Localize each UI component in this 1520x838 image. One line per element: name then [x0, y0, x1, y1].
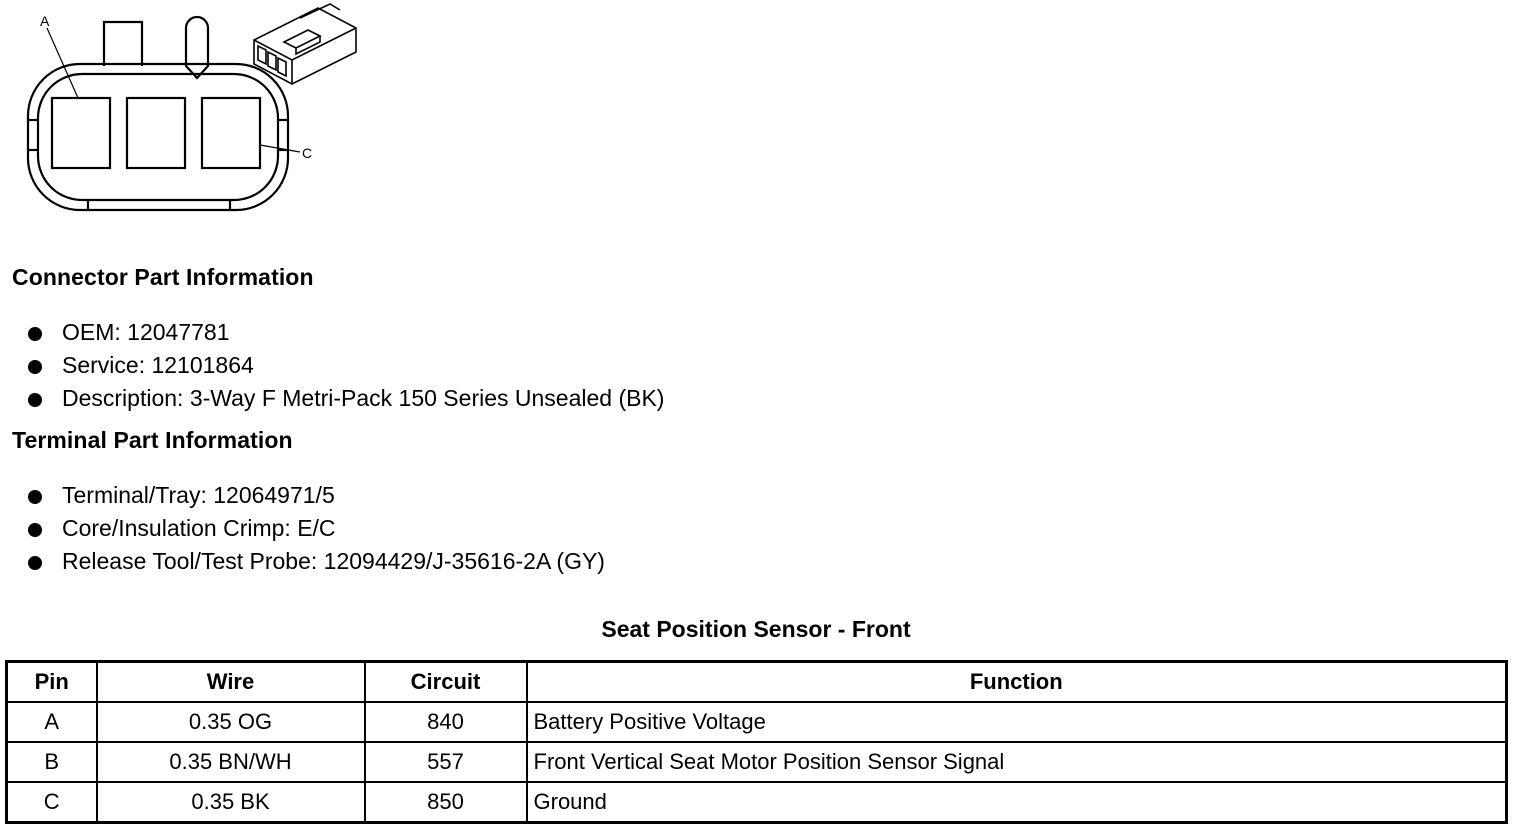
- bullet-icon: [28, 327, 42, 341]
- header-pin: Pin: [7, 662, 97, 703]
- table-title: Seat Position Sensor - Front: [601, 616, 911, 642]
- cell-circuit: 557: [365, 742, 527, 782]
- table-header-row: [7, 662, 1507, 703]
- bullet-icon: [28, 556, 42, 570]
- connector-locking-tab: [186, 17, 208, 78]
- bullet-icon: [28, 360, 42, 374]
- cell-circuit: 840: [365, 702, 527, 742]
- bullet-icon: [28, 523, 42, 537]
- table-row: [7, 742, 1507, 782]
- table-row: [7, 782, 1507, 823]
- list-item: [28, 382, 664, 415]
- cell-function: Battery Positive Voltage: [527, 702, 1507, 742]
- cavity-b: [127, 98, 185, 168]
- crimp-info: Core/Insulation Crimp: E/C: [62, 515, 336, 541]
- connector-isometric-icon: [254, 4, 356, 84]
- cell-pin: C: [7, 782, 97, 823]
- connector-housing-inner: [38, 74, 278, 200]
- connector-tab-left: [104, 22, 142, 66]
- connector-housing-outer: [28, 64, 288, 210]
- release-tool: Release Tool/Test Probe: 12094429/J-35616-2A (GY): [62, 548, 605, 574]
- terminal-info-list: [28, 479, 605, 578]
- list-item: [28, 545, 605, 578]
- connector-info-heading: Connector Part Information: [12, 264, 314, 290]
- cavity-a: [52, 98, 110, 168]
- bullet-icon: [28, 490, 42, 504]
- header-wire: Wire: [97, 662, 365, 703]
- cell-wire: 0.35 BN/WH: [97, 742, 365, 782]
- cell-wire: 0.35 OG: [97, 702, 365, 742]
- header-circuit: Circuit: [365, 662, 527, 703]
- connector-info-list: [28, 316, 664, 415]
- table-row: [7, 702, 1507, 742]
- pinout-table: [5, 660, 1508, 824]
- terminal-tray: Terminal/Tray: 12064971/5: [62, 482, 335, 508]
- list-item: [28, 349, 664, 382]
- cell-pin: B: [7, 742, 97, 782]
- cell-function: Ground: [527, 782, 1507, 823]
- pin-label-c: C: [302, 145, 313, 161]
- bullet-icon: [28, 393, 42, 407]
- connector-description: Description: 3-Way F Metri-Pack 150 Series Unsealed (BK): [62, 385, 665, 411]
- connector-diagram: [0, 0, 380, 220]
- list-item: [28, 479, 605, 512]
- service-number: Service: 12101864: [62, 352, 254, 378]
- cavity-c: [202, 98, 260, 168]
- list-item: [28, 512, 605, 545]
- header-function: Function: [527, 662, 1507, 703]
- pin-label-a: A: [40, 13, 50, 29]
- list-item: [28, 316, 664, 349]
- cell-circuit: 850: [365, 782, 527, 823]
- terminal-info-heading: Terminal Part Information: [12, 427, 293, 453]
- oem-number: OEM: 12047781: [62, 319, 230, 345]
- cell-function: Front Vertical Seat Motor Position Sensor Signal: [527, 742, 1507, 782]
- cell-wire: 0.35 BK: [97, 782, 365, 823]
- cell-pin: A: [7, 702, 97, 742]
